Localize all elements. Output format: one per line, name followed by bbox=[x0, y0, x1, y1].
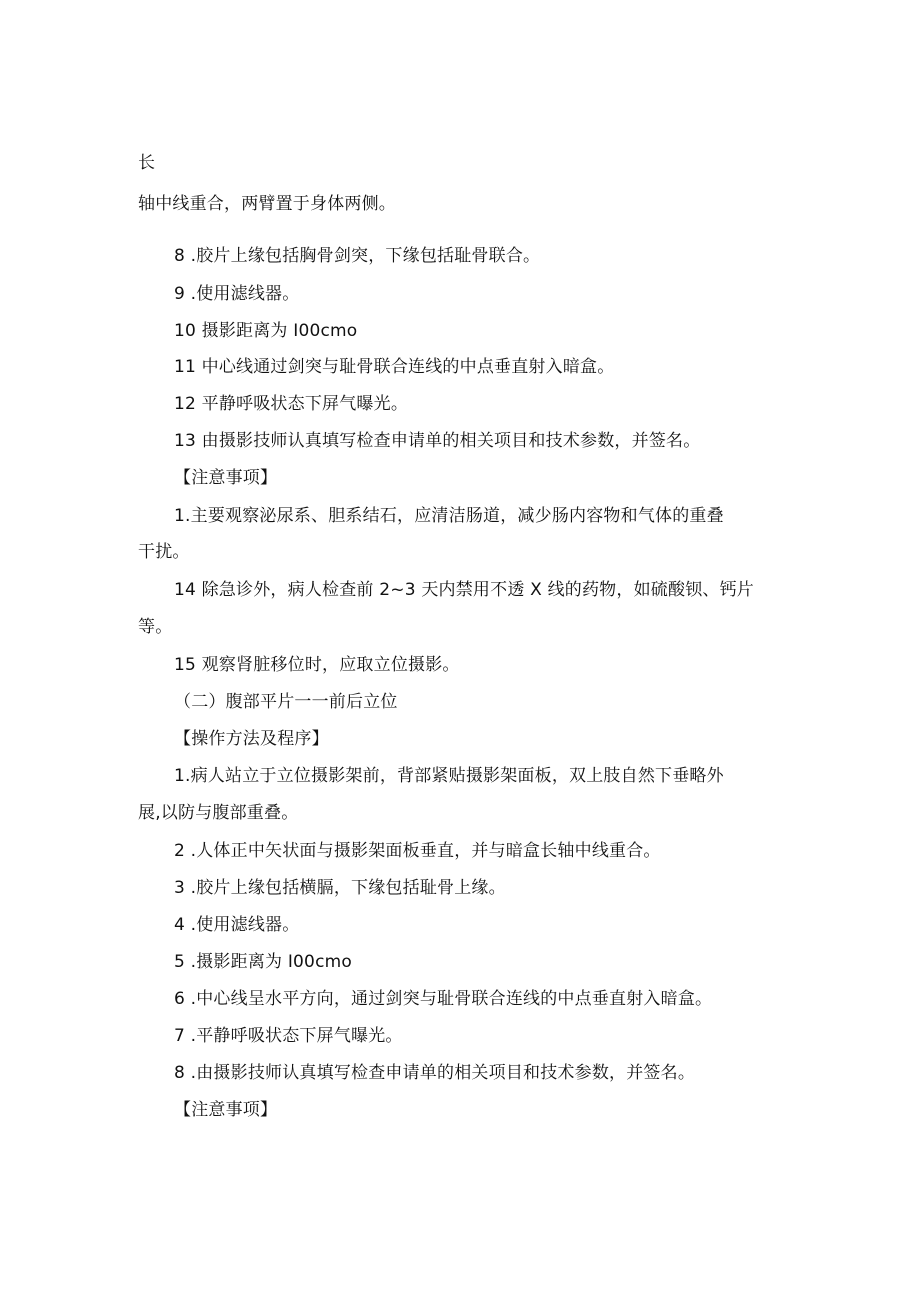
section-heading: 【操作方法及程序】 bbox=[174, 729, 329, 749]
text-line: 长 bbox=[138, 153, 156, 173]
subsection-heading: （二）腹部平片一一前后立位 bbox=[174, 692, 398, 712]
list-item: 12 平静呼吸状态下屏气曝光。 bbox=[174, 394, 409, 414]
section-heading: 【注意事项】 bbox=[174, 1100, 278, 1120]
list-item: 9 .使用滤线器。 bbox=[174, 284, 300, 304]
list-item: 4 .使用滤线器。 bbox=[174, 915, 300, 935]
list-item: 3 .胶片上缘包括横膈，下缘包括耻骨上缘。 bbox=[174, 878, 506, 898]
list-item: 2 .人体正中矢状面与摄影架面板垂直，并与暗盒长轴中线重合。 bbox=[174, 841, 661, 861]
list-item: 1.主要观察泌尿系、胆系结石，应清洁肠道，减少肠内容物和气体的重叠 bbox=[174, 506, 724, 526]
text-line: 展,以防与腹部重叠。 bbox=[138, 803, 299, 823]
list-item: 7 .平静呼吸状态下屏气曝光。 bbox=[174, 1026, 403, 1046]
list-item: 1.病人站立于立位摄影架前，背部紧贴摄影架面板，双上肢自然下垂略外 bbox=[174, 766, 724, 786]
list-item: 14 除急诊外，病人检查前 2~3 天内禁用不透 X 线的药物，如硫酸钡、钙片 bbox=[174, 580, 754, 600]
text-line: 干扰。 bbox=[138, 542, 190, 562]
list-item: 13 由摄影技师认真填写检查申请单的相关项目和技术参数，并签名。 bbox=[174, 431, 701, 451]
list-item: 8 .由摄影技师认真填写检查申请单的相关项目和技术参数，并签名。 bbox=[174, 1063, 696, 1083]
list-item: 8 .胶片上缘包括胸骨剑突，下缘包括耻骨联合。 bbox=[174, 246, 541, 266]
text-line: 轴中线重合，两臂置于身体两侧。 bbox=[138, 194, 396, 214]
list-item: 11 中心线通过剑突与耻骨联合连线的中点垂直射入暗盒。 bbox=[174, 357, 615, 377]
list-item: 15 观察肾脏移位时，应取立位摄影。 bbox=[174, 655, 460, 675]
section-heading: 【注意事项】 bbox=[174, 468, 278, 488]
list-item: 6 .中心线呈水平方向，通过剑突与耻骨联合连线的中点垂直射入暗盒。 bbox=[174, 989, 713, 1009]
text-line: 等。 bbox=[138, 617, 173, 637]
list-item: 10 摄影距离为 I00cmo bbox=[174, 321, 358, 341]
list-item: 5 .摄影距离为 I00cmo bbox=[174, 952, 352, 972]
